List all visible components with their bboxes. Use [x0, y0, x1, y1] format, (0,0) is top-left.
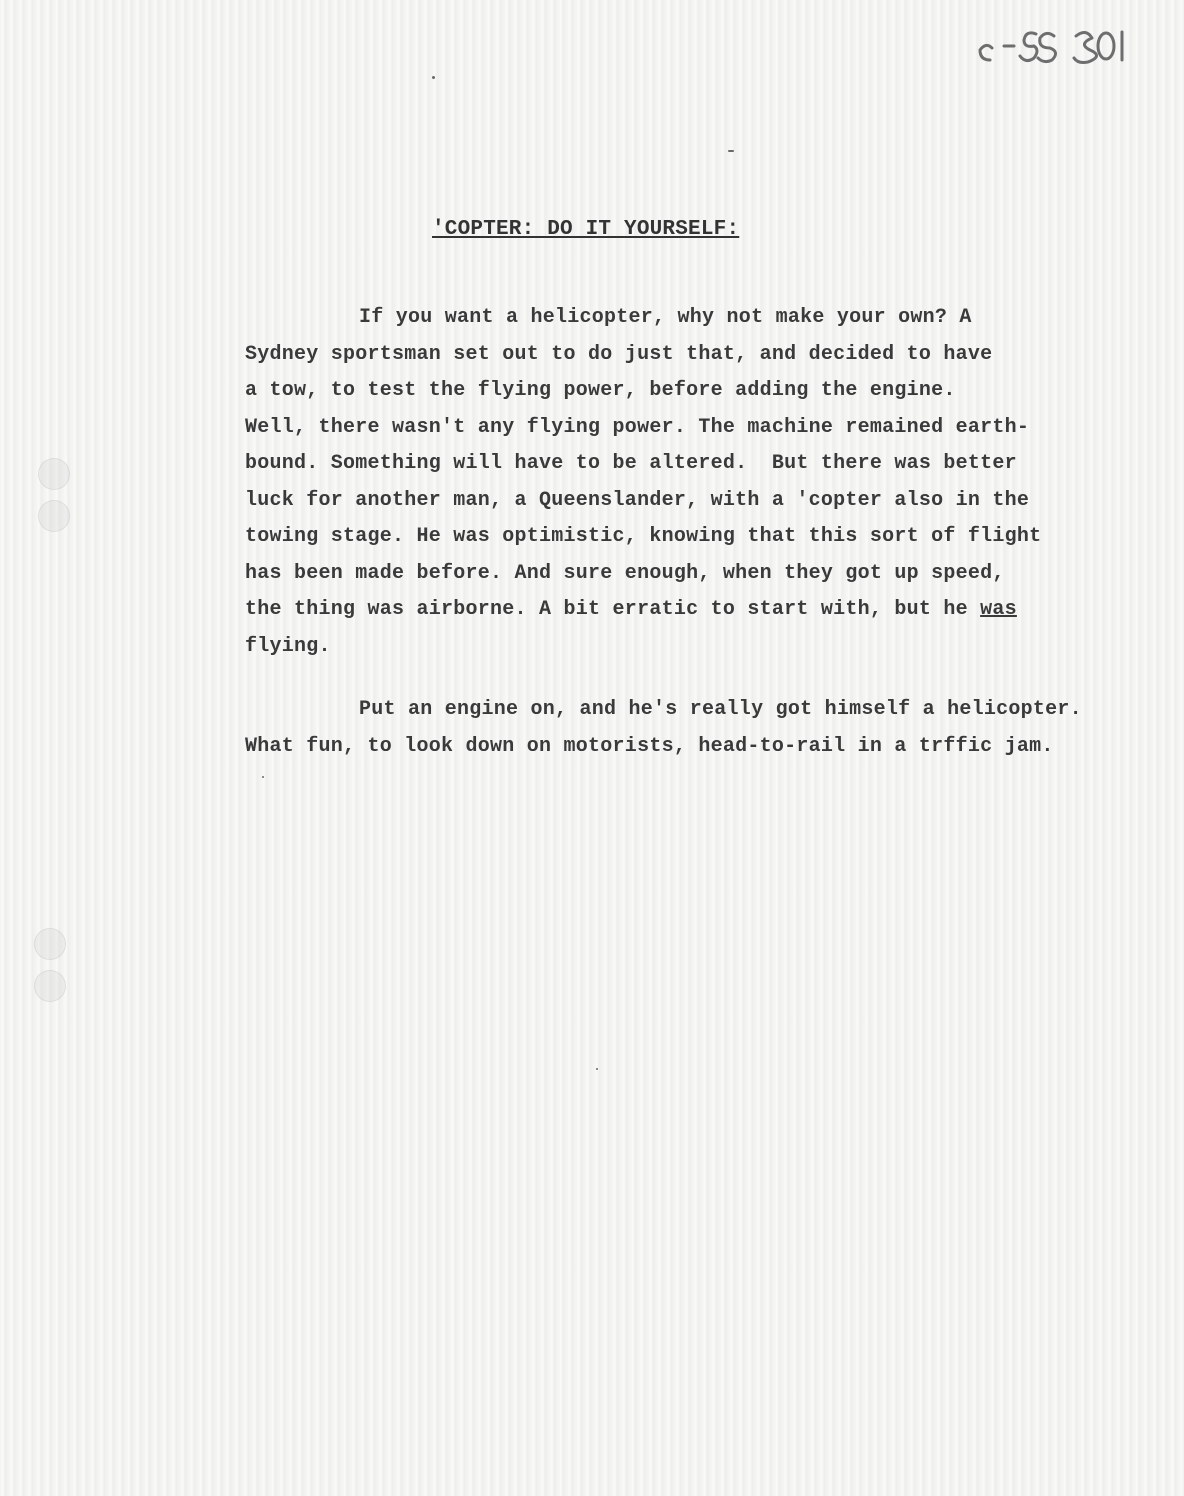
paragraph-1-line	[245, 592, 1105, 629]
ink-speck	[596, 1068, 598, 1070]
paragraph-1-line	[245, 300, 1105, 337]
paragraph-1-line: a tow, to test the flying power, before adding the engine.	[245, 379, 956, 402]
paragraph-2-line: What fun, to look down on motorists, head-to-rail in a trffic jam.	[245, 734, 1054, 758]
punch-hole	[38, 458, 70, 490]
handwritten-reference-number	[972, 18, 1152, 68]
underlined-word: was	[980, 598, 1017, 621]
punch-hole	[34, 928, 66, 960]
line-text: If you want a helicopter, why not make your own? A	[359, 306, 972, 329]
document-title: 'COPTER: DO IT YOURSELF:	[432, 218, 740, 241]
paragraph-1-line: towing stage. He was optimistic, knowing that this sort of flight	[245, 525, 1042, 548]
paragraph-1-line: Sydney sportsman set out to do just that, and decided to have	[245, 342, 993, 366]
line-text: the thing was airborne. A bit erratic to start with, but he	[245, 598, 981, 621]
line-text: Put an engine on, and he's really got himself a helicopter.	[359, 698, 1082, 721]
ink-speck	[432, 76, 435, 79]
paragraph-2-line	[245, 692, 1105, 729]
paragraph-1-line: flying.	[245, 634, 331, 658]
ink-speck	[728, 150, 734, 152]
paragraph-1-line: luck for another man, a Queenslander, with a 'copter also in the	[245, 488, 1030, 512]
paragraph-1	[245, 300, 1105, 665]
paragraph-2	[245, 692, 1105, 765]
punch-hole	[38, 500, 70, 532]
paragraph-1-line: bound. Something will have to be altered. But there was better	[245, 452, 1017, 475]
ink-speck	[262, 776, 264, 778]
paragraph-1-line: Well, there wasn't any flying power. The machine remained earth-	[245, 415, 1030, 439]
handwritten-number-image	[972, 18, 1152, 68]
punch-hole	[34, 970, 66, 1002]
paragraph-1-line: has been made before. And sure enough, when they got up speed,	[245, 561, 1005, 585]
